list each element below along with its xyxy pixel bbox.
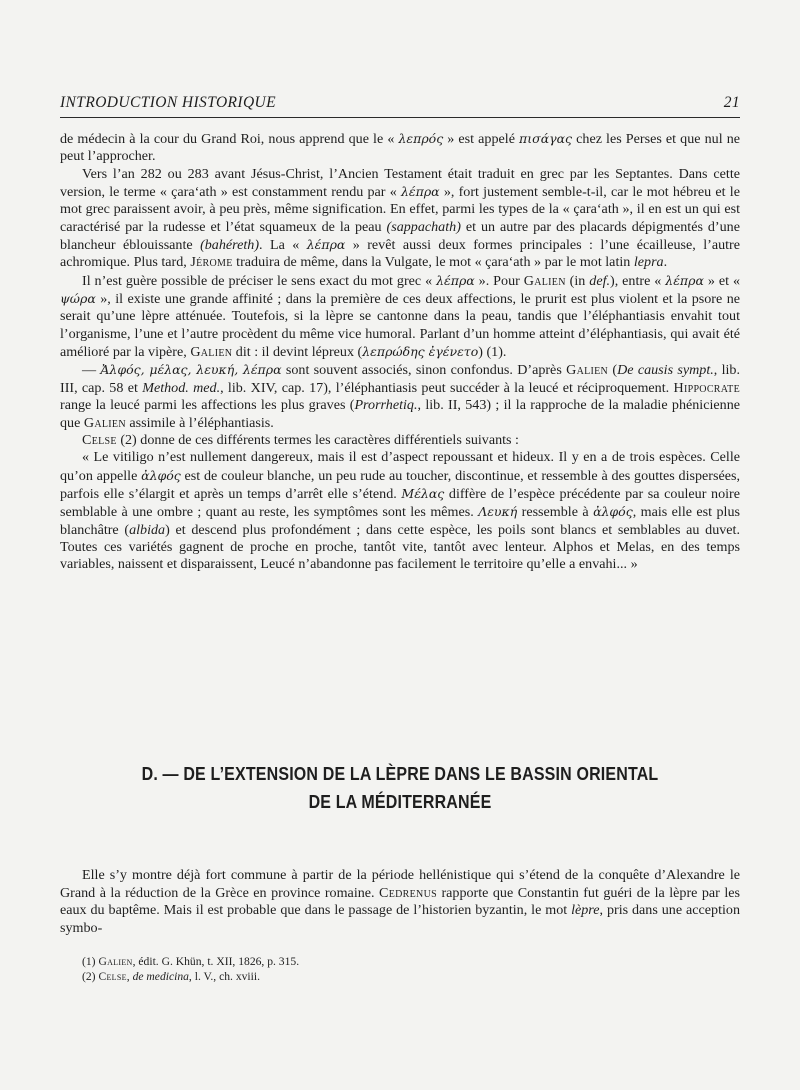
- text-run: de médecin à la cour du Grand Roi, nous apprend que le «: [60, 131, 399, 147]
- paragraph-1: [60, 130, 740, 166]
- text-run: Vers l’an 282 ou 283 avant Jésus-Christ, l’Ancien Testament était traduit en grec par les Septantes. Dans cette version, le terme « çara‘ath » est constamment rendu par «: [60, 165, 740, 201]
- text-run: (: [608, 362, 618, 379]
- text-run: sont souvent associés, sinon confondus. D’après: [281, 362, 567, 379]
- text-run: , pris dans une acception symbo-: [60, 902, 740, 936]
- greek-word: λέπρα: [400, 184, 440, 200]
- greek-word: Ἀλφός, μέλας, λευκή, λέπρα: [100, 362, 282, 378]
- greek-word: Λευκή: [478, 504, 518, 520]
- running-head: [60, 94, 740, 112]
- text-run: . La «: [259, 237, 307, 254]
- section-heading: [108, 760, 693, 816]
- greek-word: πισάγας: [519, 131, 573, 146]
- italic-title: De causis sympt.: [617, 362, 714, 379]
- text-run: Il n’est guère possible de préciser le sens exact du mot grec «: [82, 272, 437, 289]
- greek-word: λέπρα: [306, 237, 346, 253]
- page-number: 21: [723, 94, 740, 111]
- italic-title: Prorrhetiq.: [354, 397, 418, 414]
- text-run: chez les Perses et que nul ne peut l’approcher.: [60, 131, 741, 165]
- text-run: (in: [565, 272, 590, 289]
- text-run: assimile à l’éléphantiasis.: [125, 414, 274, 431]
- header-rule: [60, 117, 740, 118]
- author-name: Celse: [82, 431, 117, 448]
- text-run: ) (1).: [478, 344, 507, 361]
- text-run: , mais elle est plus blanchâtre (: [60, 504, 740, 538]
- italic-term: def.: [589, 272, 611, 289]
- text-run: « Le vitiligo n’est nullement dangereux, mais il est d’aspect repoussant et hideux. Il y en a de trois espèces. Celle qu’on appelle: [60, 449, 740, 484]
- section-paragraph-1: [60, 867, 740, 937]
- footnote-author: Galien: [98, 955, 133, 968]
- author-name: Hippocrate: [673, 379, 740, 396]
- footnotes: [82, 955, 740, 984]
- author-name: Jérome: [190, 254, 233, 271]
- text-run: » est appelé: [443, 131, 520, 147]
- footnote-title: de medicina: [132, 969, 189, 983]
- author-name: Cedrenus: [379, 884, 437, 901]
- section-text: [60, 867, 740, 937]
- greek-word: λεπρός: [398, 131, 444, 146]
- author-name: Galien: [566, 362, 609, 379]
- paragraph-2: [60, 166, 740, 272]
- text-run: , lib. XIV, cap. 17), l’éléphantiasis peut succéder à la leucé et réciproquement.: [220, 379, 674, 396]
- greek-word: ψώρα: [60, 291, 96, 307]
- text-run: », fort justement semble-t-il, car le mot hébreu et le mot grec paraissent avoir, à peu près, même signification. En effet, parmi les types de la « çara‘ath », il en est un qui est caractérisé par la rudesse et l’état squameux de la peau: [60, 184, 740, 235]
- text-run: » revêt aussi deux formes principales : l’une écailleuse, l’autre achromique. Plus tard,: [60, 237, 740, 271]
- author-name: Galien: [83, 414, 126, 431]
- text-run: est de couleur blanche, un peu rude au toucher, discontinue, et ressemble à des gouttes dispersées, parfois elle s’élargit et après un temps d’arrêt elle s’étend.: [60, 467, 740, 502]
- greek-word: ἀλφός: [593, 504, 633, 520]
- footnote-number: (1): [82, 955, 96, 968]
- text-run: et un autre par des placards dépigmentés d’une blancheur éblouissante: [60, 218, 740, 254]
- text-run: ». Pour: [474, 272, 524, 289]
- footnote-text: ,: [126, 969, 133, 983]
- footnote-text: , édit. G. Khün, t. XII, 1826, p. 315.: [132, 955, 300, 968]
- italic-term: lepra: [633, 254, 664, 271]
- text-run: Elle s’y montre déjà fort commune à partir de la période hellénistique qui s’étend de la conquête d’Alexandre le Grand à la réduction de la Grèce en province romaine.: [60, 867, 740, 901]
- text-run: rapporte que Constantin fut guéri de la lèpre par les eaux du baptême. Mais il est probable que dans le passage de l’historien byzantin, le mot: [60, 884, 740, 919]
- greek-word: ἀλφός: [141, 467, 181, 483]
- text-run: (2) donne de ces différents termes les caractères différentiels suivants :: [116, 431, 519, 448]
- text-run: traduira de même, dans la Vulgate, le mot « çara‘ath » par le mot latin: [232, 254, 634, 271]
- text-run: , lib. III, cap. 58 et: [60, 362, 740, 396]
- italic-term: (bahéreth): [200, 237, 260, 254]
- italic-title: Method. med.: [142, 379, 221, 396]
- footnote-number: (2): [82, 969, 96, 983]
- text-run: ), entre «: [610, 272, 666, 289]
- text-run: .: [663, 254, 668, 271]
- italic-term: albida: [129, 521, 166, 538]
- footnote-1: [82, 955, 740, 970]
- text-run: diffère de l’espèce précédente par sa couleur noire semblable à une ombre ; quant au reste, les symptômes sont les mêmes.: [60, 485, 740, 521]
- paragraph-5: [60, 432, 740, 449]
- italic-term: (sappachath): [386, 218, 461, 235]
- greek-word: λέπρα: [436, 272, 475, 288]
- author-name: Galien: [190, 344, 233, 361]
- footnote-2: [82, 970, 740, 985]
- text-run: ressemble à: [517, 504, 594, 521]
- author-name: Galien: [523, 272, 566, 289]
- text-run: —: [82, 362, 101, 379]
- running-head-title: INTRODUCTION HISTORIQUE: [60, 94, 277, 111]
- italic-term: lèpre: [571, 902, 600, 919]
- text-run: » et «: [703, 272, 740, 289]
- text-run: », il existe une grande affinité ; dans la première de ces deux affections, le prurit est plus violent et la psore ne serait qu’une lèpre atténuée. Toutefois, si la lèpre se cantonne dans la peau, tandis que l’éléphantiasis envahit tout l’organisme, l’une et l’autre procèdent du même vice humoral. Parlant d’un homme atteint d’éléphantiasis, qui avait été amélioré par la vipère,: [60, 291, 740, 361]
- greek-word: Μέλας: [401, 485, 445, 501]
- text-run: dit : il devint lépreux (: [232, 344, 363, 361]
- greek-word: λέπρα: [665, 272, 704, 288]
- greek-word: λεπρώδης ἐγένετο: [362, 344, 479, 360]
- paragraph-3: [60, 272, 740, 362]
- text-run: , lib. II, 543) ; il la rapproche de la maladie phénicienne que: [60, 397, 740, 431]
- text-run: ) et descend plus profondément ; dans cette espèce, les poils sont blancs et semblables au duvet. Toutes ces variétés gagnent de proche en proche, tantôt vite, tantôt avec lenteur. Alphos et Melas, en des temps variables, naissent et disparaissent, Leucé n’abandonne pas facilement le territoire qu’elle a envahi... »: [60, 521, 740, 573]
- main-text: [60, 130, 740, 574]
- section-heading-line-2: DE LA MÉDITERRANÉE: [308, 791, 492, 812]
- footnote-text: , l. V., ch. xviii.: [188, 969, 260, 983]
- text-run: range la leucé parmi les affections les plus graves (: [60, 397, 355, 414]
- paragraph-4: [60, 361, 740, 431]
- footnote-author: Celse: [98, 969, 127, 983]
- paragraph-6-quote: [60, 449, 740, 573]
- section-heading-line-1: D. — DE L’EXTENSION DE LA LÈPRE DANS LE BASSIN ORIENTAL: [141, 763, 659, 784]
